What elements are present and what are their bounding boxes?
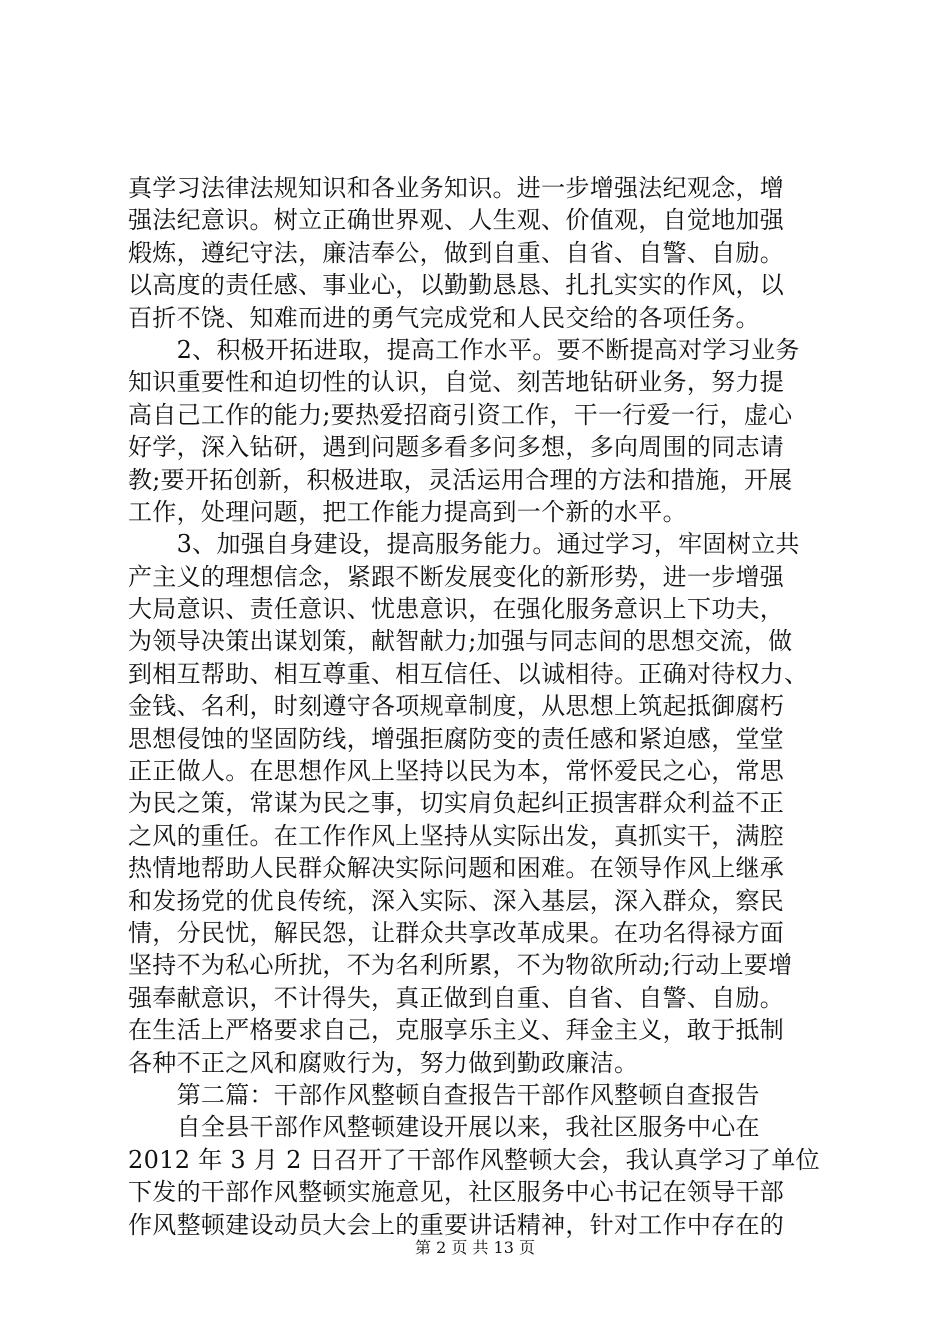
text-line: 和发扬党的优良传统，深入实际、深入基层，深入群众，察民 bbox=[128, 886, 785, 915]
text-line: 自全县干部作风整顿建设开展以来，我社区服务中心在 bbox=[128, 1113, 760, 1142]
text-line: 各种不正之风和腐败行为，努力做到勤政廉洁。 bbox=[128, 1048, 639, 1077]
text-line: 真学习法律法规知识和各业务知识。进一步增强法纪观念，增 bbox=[128, 174, 785, 202]
text-line: 煅炼，遵纪守法，廉洁奉公，做到自重、自省、自警、自励。 bbox=[128, 238, 785, 267]
text-line: 2、积极开拓进取，提高工作水平。要不断提高对学习业务 bbox=[128, 335, 800, 364]
text-line: 工作，处理问题，把工作能力提高到一个新的水平。 bbox=[128, 497, 687, 526]
text-line: 坚持不为私心所扰，不为名利所累，不为物欲所动;行动上要增 bbox=[128, 951, 793, 980]
section-heading: 第二篇：干部作风整顿自查报告干部作风整顿自查报告 bbox=[128, 1080, 760, 1109]
page-footer bbox=[0, 1238, 950, 1258]
text-line: 情，分民忧，解民怨，让群众共享改革成果。在功名得禄方面 bbox=[128, 918, 785, 947]
text-line: 下发的干部作风整顿实施意见，社区服务中心书记在领导干部 bbox=[128, 1178, 785, 1207]
text-line: 正正做人。在思想作风上坚持以民为本，常怀爱民之心，常思 bbox=[128, 757, 785, 786]
text-line: 产主义的理想信念，紧跟不断发展变化的新形势，进一步增强 bbox=[128, 562, 785, 591]
text-line: 好学，深入钻研，遇到问题多看多问多想，多向周围的同志请 bbox=[128, 433, 785, 462]
text-line: 知识重要性和迫切性的认识，自觉、刻苦地钻研业务，努力提 bbox=[128, 368, 785, 397]
page-number-label: 第 2 页 共 13 页 bbox=[415, 1238, 535, 1257]
text-line: 强法纪意识。树立正确世界观、人生观、价值观，自觉地加强 bbox=[128, 206, 785, 235]
text-line: 到相互帮助、相互尊重、相互信任、以诚相待。正确对待权力、 bbox=[128, 659, 809, 688]
text-line: 高自己工作的能力;要热爱招商引资工作，干一行爱一行，虚心 bbox=[128, 400, 793, 429]
text-line: 以高度的责任感、事业心，以勤勤恳恳、扎扎实实的作风，以 bbox=[128, 271, 785, 300]
text-line: 思想侵蚀的坚固防线，增强拒腐防变的责任感和紧迫感，堂堂 bbox=[128, 724, 785, 753]
text-line: 为民之策，常谋为民之事，切实肩负起纠正损害群众利益不正 bbox=[128, 789, 785, 818]
text-line: 百折不饶、知难而进的勇气完成党和人民交给的各项任务。 bbox=[128, 303, 760, 332]
text-line: 金钱、名利，时刻遵守各项规章制度，从思想上筑起抵御腐朽 bbox=[128, 692, 785, 721]
text-line: 作风整顿建设动员大会上的重要讲话精神，针对工作中存在的 bbox=[128, 1210, 785, 1239]
text-line: 2012 年 3 月 2 日召开了干部作风整顿大会，我认真学习了单位 bbox=[128, 1145, 820, 1174]
text-line: 教;要开拓创新，积极进取，灵活运用合理的方法和措施，开展 bbox=[128, 465, 793, 494]
text-line: 强奉献意识，不计得失，真正做到自重、自省、自警、自励。 bbox=[128, 983, 785, 1012]
body-text bbox=[128, 172, 848, 1241]
text-line: 热情地帮助人民群众解决实际问题和困难。在领导作风上继承 bbox=[128, 854, 785, 883]
text-line: 大局意识、责任意识、忧患意识，在强化服务意识上下功夫， bbox=[128, 595, 785, 624]
text-line: 之风的重任。在工作作风上坚持从实际出发，真抓实干，满腔 bbox=[128, 821, 785, 850]
text-line: 在生活上严格要求自己，克服享乐主义、拜金主义，敢于抵制 bbox=[128, 1016, 785, 1045]
text-line: 为领导决策出谋划策，献智献力;加强与同志间的思想交流，做 bbox=[128, 627, 793, 656]
text-line: 3、加强自身建设，提高服务能力。通过学习，牢固树立共 bbox=[128, 530, 800, 559]
